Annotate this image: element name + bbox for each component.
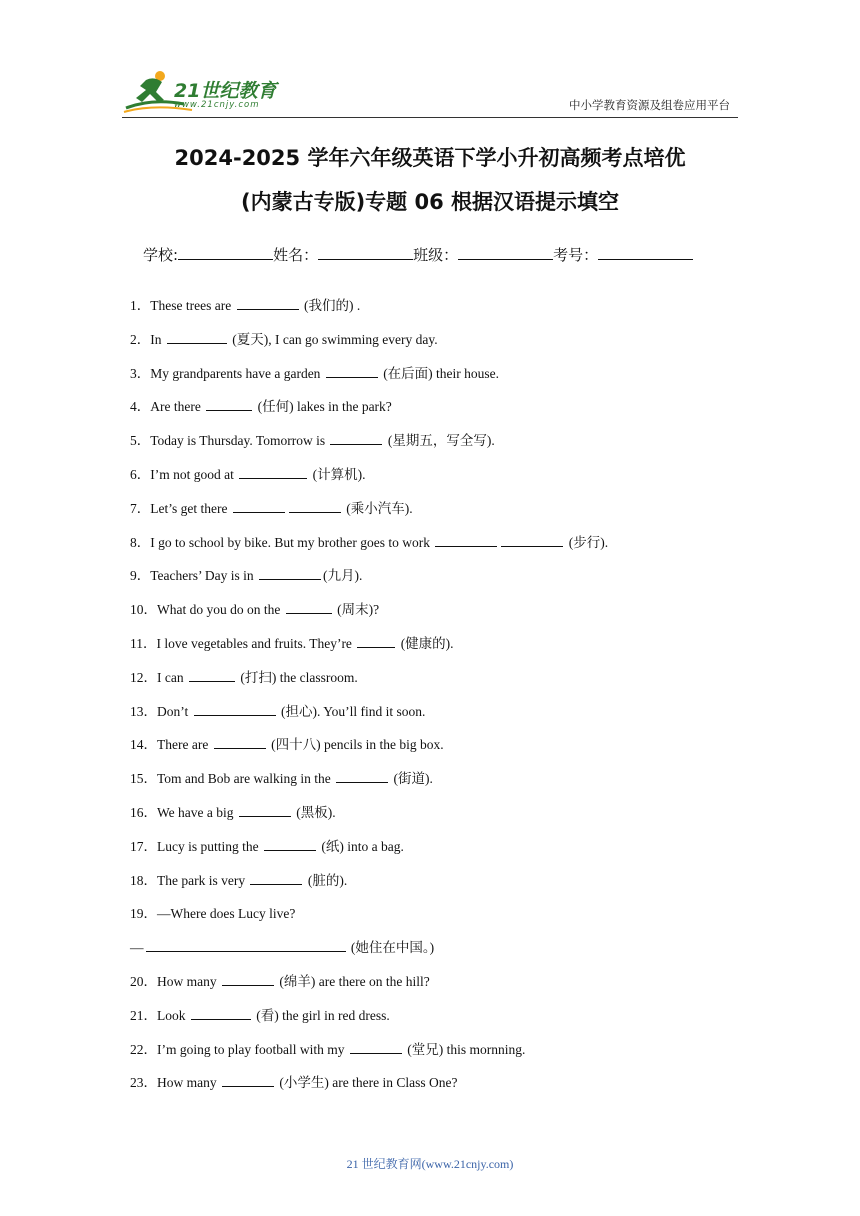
question-number: 13．: [130, 703, 157, 719]
question-number: 22．: [130, 1041, 157, 1057]
answer-blank[interactable]: [189, 668, 235, 682]
class-label: 班级：: [413, 246, 459, 264]
answer-blank[interactable]: [191, 1006, 251, 1020]
question-text-before: I’m going to play football with my: [157, 1041, 348, 1057]
answer-blank[interactable]: [326, 364, 378, 378]
answer-blank[interactable]: [501, 533, 563, 547]
question-item: [130, 634, 770, 668]
answer-blank[interactable]: [357, 634, 395, 648]
question-text-after: (堂兄) this mornning.: [403, 1041, 526, 1057]
page-footer: 21 世纪教育网(www.21cnjy.com): [346, 1157, 514, 1171]
question-text-after: (计算机).: [309, 466, 366, 482]
question-list: [130, 296, 770, 1107]
question-text-after: (绵羊) are there on the hill?: [276, 973, 430, 989]
answer-blank[interactable]: [222, 972, 274, 986]
class-blank[interactable]: [458, 244, 553, 260]
answer-blank[interactable]: [222, 1073, 274, 1087]
answer-blank[interactable]: [264, 837, 316, 851]
question-number: 14．: [130, 737, 157, 753]
question-item: [130, 1006, 770, 1040]
question-item: [130, 871, 770, 905]
number-blank[interactable]: [598, 244, 693, 260]
brand-name: 21世纪教育: [174, 80, 277, 102]
question-text-before: Teachers’ Day is in: [150, 568, 258, 584]
answer-blank[interactable]: [259, 566, 321, 580]
answer-blank[interactable]: [239, 803, 291, 817]
answer-blank[interactable]: [146, 938, 346, 952]
question-number: 2．: [130, 331, 151, 347]
question-text-before: I go to school by bike. But my brother goes to work: [150, 534, 434, 550]
question-text-before: —Where does Lucy live?: [157, 906, 296, 922]
answer-blank[interactable]: [239, 465, 307, 479]
question-number: 9．: [130, 568, 151, 584]
question-text-after: (健康的).: [397, 635, 454, 651]
question-text-after: (任何) lakes in the park?: [254, 399, 392, 415]
answer-blank[interactable]: [289, 499, 341, 513]
question-item: [130, 938, 770, 972]
question-number: 5．: [130, 433, 151, 449]
question-item: [130, 1040, 770, 1074]
question-number: 20．: [130, 973, 157, 989]
question-item: [130, 364, 770, 398]
question-item: [130, 465, 770, 499]
question-text-after: (步行).: [565, 534, 609, 550]
question-text-after: (星期五，写全写).: [384, 433, 495, 449]
name-label: 姓名：: [273, 246, 319, 264]
question-number: 21．: [130, 1007, 157, 1023]
header-divider: [122, 117, 738, 118]
question-item: [130, 533, 770, 567]
question-text-before: How many: [157, 973, 220, 989]
question-text-before: Are there: [150, 399, 205, 415]
question-number: 11．: [130, 635, 157, 651]
question-item: [130, 735, 770, 769]
question-text-before: I’m not good at: [150, 466, 238, 482]
question-item: [130, 296, 770, 330]
question-text-after: (夏天), I can go swimming every day.: [228, 331, 438, 347]
answer-blank[interactable]: [330, 431, 382, 445]
answer-blank[interactable]: [233, 499, 285, 513]
question-number: 17．: [130, 838, 157, 854]
question-number: 16．: [130, 804, 157, 820]
question-text-before: My grandparents have a garden: [150, 365, 324, 381]
question-text-after: (乘小汽车).: [342, 500, 413, 516]
answer-blank[interactable]: [214, 735, 266, 749]
question-text-after: (担心). You’ll find it soon.: [277, 703, 426, 719]
question-number: 4．: [130, 399, 151, 415]
number-label: 考号：: [553, 246, 599, 264]
question-text-after: (脏的).: [304, 872, 348, 888]
title-line-2: (内蒙古专版)专题 06 根据汉语提示填空: [240, 190, 620, 214]
platform-tagline: 中小学教育资源及组卷应用平台: [569, 98, 730, 112]
question-text-before: I love vegetables and fruits. They’re: [156, 635, 356, 651]
question-text-before: Today is Thursday. Tomorrow is: [150, 433, 329, 449]
name-blank[interactable]: [318, 244, 413, 260]
question-item: [130, 769, 770, 803]
student-info-row: [143, 244, 693, 265]
question-text-before: The park is very: [157, 872, 249, 888]
brand-logo: [122, 68, 292, 116]
question-item: [130, 330, 770, 364]
answer-blank[interactable]: [435, 533, 497, 547]
question-text-before: Don’t: [157, 703, 192, 719]
question-text-after: (九月).: [323, 568, 363, 584]
question-item: [130, 972, 770, 1006]
question-number: 3．: [130, 365, 151, 381]
answer-blank[interactable]: [194, 702, 276, 716]
question-text-before: Tom and Bob are walking in the: [157, 771, 335, 787]
question-text-after: (打扫) the classroom.: [236, 669, 358, 685]
question-number: —: [130, 940, 144, 956]
question-number: 10．: [130, 602, 157, 618]
answer-blank[interactable]: [250, 871, 302, 885]
question-number: 1．: [130, 298, 151, 313]
question-item: [130, 803, 770, 837]
brand-url: www.21cnjy.com: [174, 100, 260, 110]
question-text-before: What do you do on the: [157, 602, 284, 618]
question-text-before: Lucy is putting the: [157, 838, 262, 854]
question-text-before: We have a big: [157, 804, 237, 820]
question-text-after: (我们的) .: [300, 298, 361, 313]
answer-blank[interactable]: [286, 600, 332, 614]
school-label: 学校:: [143, 246, 179, 264]
question-item: [130, 600, 770, 634]
question-item: [130, 397, 770, 431]
question-text-before: I can: [157, 669, 187, 685]
question-item: [130, 566, 770, 600]
answer-blank[interactable]: [336, 769, 388, 783]
question-text-after: (黑板).: [292, 804, 336, 820]
question-item: [130, 668, 770, 702]
question-number: 23．: [130, 1075, 157, 1091]
title-line-1: 2024-2025 学年六年级英语下学小升初高频考点培优: [174, 146, 686, 170]
question-item: [130, 702, 770, 736]
question-item: [130, 1073, 770, 1107]
question-text-before: In: [150, 331, 165, 347]
question-text-after: (看) the girl in red dress.: [252, 1007, 390, 1023]
answer-blank[interactable]: [237, 296, 299, 310]
question-item: [130, 431, 770, 465]
question-text-before: Let’s get there: [150, 500, 231, 516]
question-text-before: Look: [157, 1007, 189, 1023]
question-text-after: (四十八) pencils in the big box.: [267, 737, 444, 753]
answer-blank[interactable]: [206, 397, 252, 411]
question-text-after: (街道).: [390, 771, 433, 787]
school-blank[interactable]: [178, 244, 273, 260]
question-text-after: (她住在中国。): [347, 940, 435, 956]
question-number: 6．: [130, 466, 151, 482]
question-number: 18．: [130, 872, 157, 888]
question-text-before: How many: [157, 1075, 220, 1091]
answer-blank[interactable]: [167, 330, 227, 344]
question-text-before: There are: [157, 737, 212, 753]
question-text-after: (纸) into a bag.: [318, 838, 404, 854]
question-number: 12．: [130, 669, 157, 685]
answer-blank[interactable]: [350, 1040, 402, 1054]
question-text-after: (在后面) their house.: [379, 365, 500, 381]
question-item: [130, 499, 770, 533]
question-number: 19．: [130, 906, 157, 922]
question-number: 15．: [130, 771, 157, 787]
question-number: 7．: [130, 500, 151, 516]
question-text-after: (周末)?: [333, 602, 380, 618]
question-number: 8．: [130, 534, 151, 550]
question-item: [130, 904, 770, 938]
question-item: [130, 837, 770, 871]
question-text-before: These trees are: [150, 298, 235, 313]
question-text-after: (小学生) are there in Class One?: [276, 1075, 458, 1091]
